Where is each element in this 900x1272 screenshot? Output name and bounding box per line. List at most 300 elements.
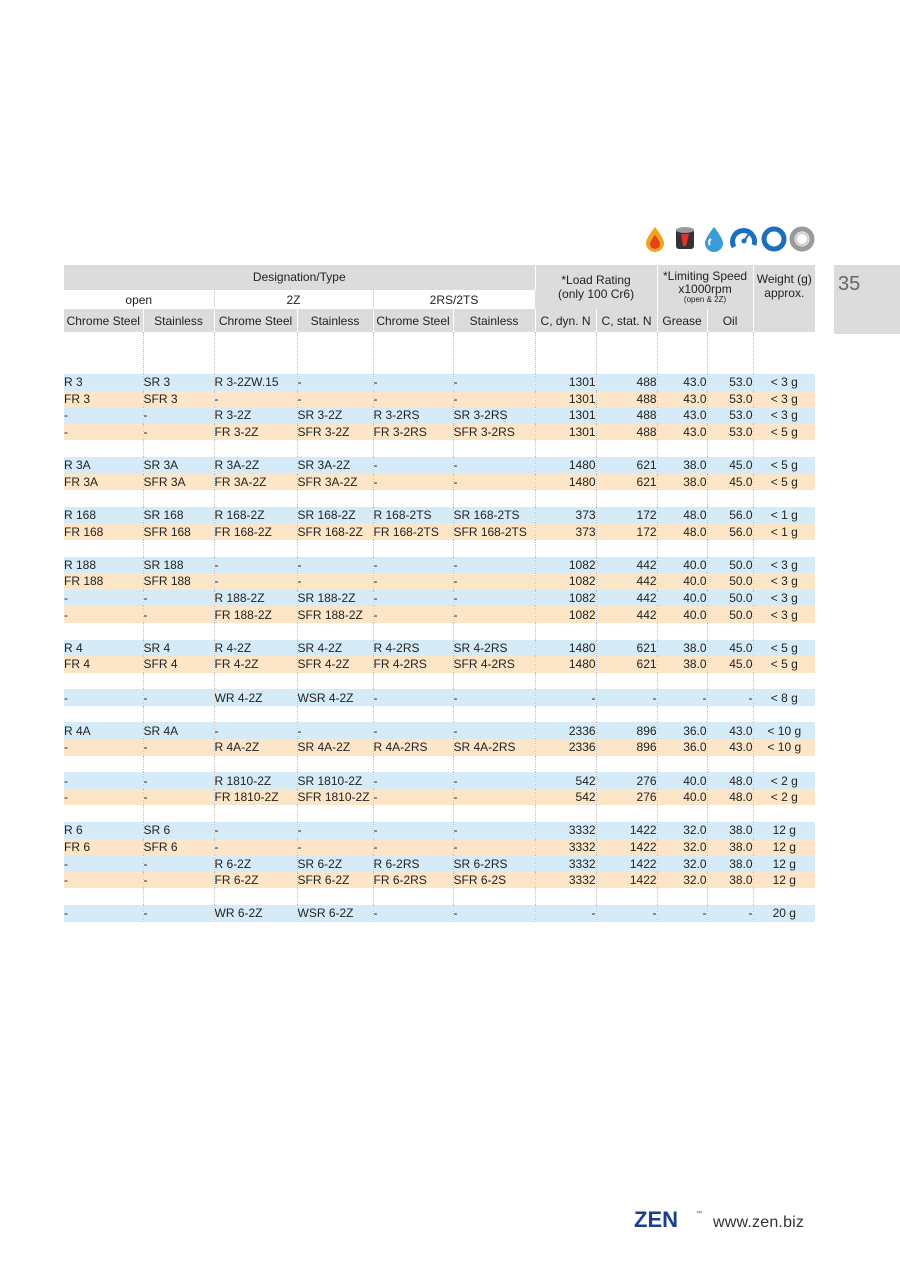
table-cell: - xyxy=(373,789,453,806)
table-cell: 43.0 xyxy=(657,407,707,424)
ring-grey-icon xyxy=(792,229,812,249)
table-cell: FR 188 xyxy=(64,573,143,590)
table-cell: - xyxy=(707,905,753,922)
table-cell: SR 4-2RS xyxy=(453,640,535,657)
table-cell: FR 4-2RS xyxy=(373,656,453,673)
table-cell: - xyxy=(64,855,143,872)
table-cell: FR 3-2Z xyxy=(214,424,297,441)
table-cell: 1480 xyxy=(535,457,596,474)
table-cell: < 5 g xyxy=(753,424,815,441)
table-cell: - xyxy=(373,590,453,607)
table-cell: 621 xyxy=(596,457,657,474)
table-cell: 896 xyxy=(596,722,657,739)
table-cell: 53.0 xyxy=(707,407,753,424)
limiting-speed-title: *Limiting Speed xyxy=(663,269,748,283)
table-cell: FR 3A-2Z xyxy=(214,474,297,491)
table-cell: - xyxy=(453,573,535,590)
table-cell: R 4-2RS xyxy=(373,640,453,657)
table-cell: 373 xyxy=(535,523,596,540)
property-icons xyxy=(643,225,818,253)
table-cell: 488 xyxy=(596,424,657,441)
table-row xyxy=(64,656,815,673)
table-cell: - xyxy=(64,789,143,806)
table-cell: 32.0 xyxy=(657,872,707,889)
table-cell: 2336 xyxy=(535,739,596,756)
row-spacer xyxy=(64,756,815,773)
load-rating-title: *Load Rating xyxy=(561,273,631,287)
table-cell: R 3 xyxy=(64,374,143,391)
table-cell: R 3-2ZW.15 xyxy=(214,374,297,391)
table-cell: SR 6 xyxy=(143,822,214,839)
table-cell: - xyxy=(214,557,297,574)
table-cell: 12 g xyxy=(753,872,815,889)
table-cell: 32.0 xyxy=(657,839,707,856)
table-row xyxy=(64,590,815,607)
table-cell: < 10 g xyxy=(753,739,815,756)
table-cell: 53.0 xyxy=(707,391,753,408)
table-cell: - xyxy=(143,905,214,922)
table-row xyxy=(64,557,815,574)
table-cell: 1422 xyxy=(596,872,657,889)
table-cell: < 3 g xyxy=(753,557,815,574)
table-cell: SR 3A-2Z xyxy=(297,457,373,474)
table-cell: < 1 g xyxy=(753,507,815,524)
table-cell: < 3 g xyxy=(753,407,815,424)
table-cell: FR 1810-2Z xyxy=(214,789,297,806)
table-cell: 53.0 xyxy=(707,374,753,391)
table-cell: - xyxy=(297,722,373,739)
table-cell: - xyxy=(453,474,535,491)
table-cell: - xyxy=(373,374,453,391)
table-cell: < 8 g xyxy=(753,689,815,706)
table-cell: 32.0 xyxy=(657,822,707,839)
row-spacer xyxy=(64,805,815,822)
table-cell: SR 168-2Z xyxy=(297,507,373,524)
table-cell: R 3-2RS xyxy=(373,407,453,424)
table-cell: < 2 g xyxy=(753,772,815,789)
table-cell: - xyxy=(373,474,453,491)
table-cell: SFR 188 xyxy=(143,573,214,590)
table-cell: R 3A-2Z xyxy=(214,457,297,474)
table-row xyxy=(64,457,815,474)
table-cell: 56.0 xyxy=(707,507,753,524)
table-cell: SFR 188-2Z xyxy=(297,606,373,623)
table-cell: SR 6-2Z xyxy=(297,855,373,872)
table-cell: 442 xyxy=(596,606,657,623)
table-cell: - xyxy=(64,606,143,623)
table-cell: 276 xyxy=(596,789,657,806)
table-cell: 32.0 xyxy=(657,855,707,872)
table-cell: SFR 3-2RS xyxy=(453,424,535,441)
weight-title: Weight (g) xyxy=(756,272,812,286)
table-cell: - xyxy=(373,573,453,590)
table-cell: < 5 g xyxy=(753,640,815,657)
table-cell: R 4-2Z xyxy=(214,640,297,657)
table-cell: 48.0 xyxy=(657,507,707,524)
table-cell: - xyxy=(143,872,214,889)
table-cell: - xyxy=(373,822,453,839)
table-row xyxy=(64,739,815,756)
table-cell: - xyxy=(214,722,297,739)
col-header: C, dyn. N xyxy=(535,309,596,332)
table-cell: 20 g xyxy=(753,905,815,922)
table-row xyxy=(64,474,815,491)
table-cell: SFR 3A-2Z xyxy=(297,474,373,491)
table-cell: - xyxy=(143,407,214,424)
table-cell: - xyxy=(373,839,453,856)
row-spacer xyxy=(64,673,815,690)
designation-header: Designation/Type xyxy=(64,265,535,290)
table-cell: 40.0 xyxy=(657,557,707,574)
table-cell: SR 4A-2RS xyxy=(453,739,535,756)
table-cell: - xyxy=(373,457,453,474)
table-cell: - xyxy=(373,772,453,789)
col-header: Grease xyxy=(657,309,707,332)
limiting-speed-header xyxy=(657,265,753,309)
table-cell: - xyxy=(453,606,535,623)
col-header: Stainless xyxy=(297,309,373,332)
table-cell: FR 4 xyxy=(64,656,143,673)
table-cell: 40.0 xyxy=(657,606,707,623)
table-cell: FR 6 xyxy=(64,839,143,856)
table-cell: 12 g xyxy=(753,822,815,839)
table-cell: 43.0 xyxy=(657,424,707,441)
table-cell: - xyxy=(373,606,453,623)
load-rating-header xyxy=(535,265,657,309)
table-cell: SR 3 xyxy=(143,374,214,391)
table-cell: R 6-2RS xyxy=(373,855,453,872)
table-cell: SFR 6-2Z xyxy=(297,872,373,889)
limiting-speed-unit: x1000rpm xyxy=(678,282,732,296)
weight-header xyxy=(753,265,815,332)
table-cell: - xyxy=(64,590,143,607)
table-cell: 488 xyxy=(596,391,657,408)
table-cell: 276 xyxy=(596,772,657,789)
table-cell: 36.0 xyxy=(657,739,707,756)
table-cell: FR 168-2TS xyxy=(373,523,453,540)
table-cell: < 3 g xyxy=(753,573,815,590)
table-cell: - xyxy=(596,689,657,706)
table-cell: SFR 6-2S xyxy=(453,872,535,889)
table-cell: 38.0 xyxy=(707,872,753,889)
table-row xyxy=(64,772,815,789)
table-cell: 1301 xyxy=(535,424,596,441)
ring-blue-icon xyxy=(764,229,784,249)
table-cell: - xyxy=(657,689,707,706)
table-cell: 38.0 xyxy=(707,839,753,856)
table-cell: FR 188-2Z xyxy=(214,606,297,623)
table-cell: - xyxy=(297,557,373,574)
table-cell: FR 168 xyxy=(64,523,143,540)
col-header: Stainless xyxy=(143,309,214,332)
table-cell: WR 4-2Z xyxy=(214,689,297,706)
2rs-header: 2RS/2TS xyxy=(373,290,535,310)
table-cell: WSR 6-2Z xyxy=(297,905,373,922)
row-spacer xyxy=(64,623,815,640)
table-cell: < 5 g xyxy=(753,656,815,673)
table-cell: - xyxy=(535,689,596,706)
table-cell: 38.0 xyxy=(707,822,753,839)
table-cell: 38.0 xyxy=(707,855,753,872)
page-number: 35 xyxy=(838,273,861,295)
table-cell: < 10 g xyxy=(753,722,815,739)
limiting-speed-note: (open & 2Z) xyxy=(683,295,727,304)
load-rating-subtitle: (only 100 Cr6) xyxy=(558,287,635,301)
table-row xyxy=(64,839,815,856)
table-row xyxy=(64,424,815,441)
table-cell: 12 g xyxy=(753,839,815,856)
table-cell: 40.0 xyxy=(657,590,707,607)
table-cell: WSR 4-2Z xyxy=(297,689,373,706)
table-cell: 2336 xyxy=(535,722,596,739)
table-cell: SFR 3 xyxy=(143,391,214,408)
table-cell: SR 4A-2Z xyxy=(297,739,373,756)
table-cell: - xyxy=(143,424,214,441)
table-cell: 1422 xyxy=(596,822,657,839)
table-cell: - xyxy=(373,557,453,574)
table-cell: - xyxy=(453,789,535,806)
table-cell: 48.0 xyxy=(657,523,707,540)
table-row xyxy=(64,573,815,590)
table-cell: 1082 xyxy=(535,573,596,590)
table-row xyxy=(64,523,815,540)
table-cell: SR 4 xyxy=(143,640,214,657)
table-cell: 3332 xyxy=(535,839,596,856)
table-cell: 48.0 xyxy=(707,772,753,789)
row-spacer xyxy=(64,540,815,557)
table-cell: 1422 xyxy=(596,839,657,856)
table-cell: - xyxy=(373,391,453,408)
table-cell: 1301 xyxy=(535,391,596,408)
table-cell: 53.0 xyxy=(707,424,753,441)
open-header: open xyxy=(64,290,214,310)
table-cell: - xyxy=(453,457,535,474)
table-cell: FR 3 xyxy=(64,391,143,408)
water-drop-icon xyxy=(705,227,723,252)
col-header: Stainless xyxy=(453,309,535,332)
table-cell: - xyxy=(143,689,214,706)
logo-trademark: ™ xyxy=(696,1211,702,1217)
table-cell: - xyxy=(453,905,535,922)
table-cell: 1082 xyxy=(535,557,596,574)
table-cell: < 5 g xyxy=(753,457,815,474)
table-cell: FR 4-2Z xyxy=(214,656,297,673)
table-row xyxy=(64,507,815,524)
table-cell: - xyxy=(453,557,535,574)
table-cell: - xyxy=(143,789,214,806)
table-cell: < 3 g xyxy=(753,590,815,607)
table-cell: 40.0 xyxy=(657,772,707,789)
grease-tin-icon xyxy=(676,227,694,249)
table-cell: SR 4A xyxy=(143,722,214,739)
table-cell: - xyxy=(64,689,143,706)
table-cell: - xyxy=(707,689,753,706)
table-cell: - xyxy=(297,391,373,408)
table-cell: 1480 xyxy=(535,474,596,491)
table-cell: FR 3A xyxy=(64,474,143,491)
table-cell: - xyxy=(297,573,373,590)
table-cell: 43.0 xyxy=(657,391,707,408)
table-cell: - xyxy=(453,689,535,706)
table-cell: - xyxy=(64,739,143,756)
table-cell: 621 xyxy=(596,474,657,491)
table-cell: 38.0 xyxy=(657,457,707,474)
table-cell: 40.0 xyxy=(657,573,707,590)
table-cell: 38.0 xyxy=(657,474,707,491)
table-cell: 45.0 xyxy=(707,656,753,673)
table-cell: 542 xyxy=(535,789,596,806)
table-cell: < 5 g xyxy=(753,474,815,491)
table-cell: - xyxy=(214,391,297,408)
table-cell: 542 xyxy=(535,772,596,789)
table-cell: 45.0 xyxy=(707,457,753,474)
table-cell: - xyxy=(453,391,535,408)
table-cell: SFR 1810-2Z xyxy=(297,789,373,806)
table-cell: - xyxy=(453,722,535,739)
table-cell: - xyxy=(64,407,143,424)
row-spacer xyxy=(64,440,815,457)
table-cell: 1082 xyxy=(535,590,596,607)
table-cell: FR 6-2RS xyxy=(373,872,453,889)
table-cell: - xyxy=(453,590,535,607)
table-cell: - xyxy=(453,822,535,839)
table-cell: SFR 6 xyxy=(143,839,214,856)
table-cell: 488 xyxy=(596,374,657,391)
table-cell: R 6 xyxy=(64,822,143,839)
table-cell: 50.0 xyxy=(707,573,753,590)
table-cell: - xyxy=(373,689,453,706)
table-cell: SR 168-2TS xyxy=(453,507,535,524)
table-cell: SFR 4-2Z xyxy=(297,656,373,673)
table-row xyxy=(64,391,815,408)
table-cell: SR 4-2Z xyxy=(297,640,373,657)
table-cell: - xyxy=(143,739,214,756)
table-cell: - xyxy=(143,772,214,789)
table-cell: 50.0 xyxy=(707,606,753,623)
table-cell: R 4A xyxy=(64,722,143,739)
table-cell: 896 xyxy=(596,739,657,756)
table-cell: SFR 4-2RS xyxy=(453,656,535,673)
table-cell: - xyxy=(143,606,214,623)
table-cell: SFR 168 xyxy=(143,523,214,540)
table-cell: SR 3-2Z xyxy=(297,407,373,424)
table-row xyxy=(64,689,815,706)
table-cell: - xyxy=(214,839,297,856)
table-cell: < 2 g xyxy=(753,789,815,806)
table-cell: - xyxy=(297,374,373,391)
table-cell: WR 6-2Z xyxy=(214,905,297,922)
col-header: Chrome Steel xyxy=(64,309,143,332)
table-cell: SR 188 xyxy=(143,557,214,574)
table-cell: - xyxy=(453,374,535,391)
table-cell: - xyxy=(297,822,373,839)
table-cell: 442 xyxy=(596,557,657,574)
table-row xyxy=(64,606,815,623)
table-cell: SFR 168-2TS xyxy=(453,523,535,540)
table-cell: SFR 4 xyxy=(143,656,214,673)
table-cell: - xyxy=(453,839,535,856)
table-cell: 45.0 xyxy=(707,640,753,657)
table-cell: R 3-2Z xyxy=(214,407,297,424)
table-cell: 1301 xyxy=(535,374,596,391)
table-row xyxy=(64,822,815,839)
table-cell: R 168-2TS xyxy=(373,507,453,524)
table-cell: - xyxy=(64,872,143,889)
table-cell: 442 xyxy=(596,590,657,607)
table-cell: 1480 xyxy=(535,656,596,673)
table-cell: - xyxy=(596,905,657,922)
table-cell: FR 168-2Z xyxy=(214,523,297,540)
website-url[interactable]: www.zen.biz xyxy=(713,1214,805,1231)
table-cell: 43.0 xyxy=(657,374,707,391)
table-cell: 3332 xyxy=(535,822,596,839)
table-cell: 43.0 xyxy=(707,739,753,756)
table-cell: 3332 xyxy=(535,855,596,872)
table-cell: 1301 xyxy=(535,407,596,424)
table-cell: 36.0 xyxy=(657,722,707,739)
table-cell: SR 1810-2Z xyxy=(297,772,373,789)
table-row xyxy=(64,374,815,391)
table-cell: R 168-2Z xyxy=(214,507,297,524)
table-cell: 50.0 xyxy=(707,590,753,607)
table-cell: - xyxy=(297,839,373,856)
table-cell: 48.0 xyxy=(707,789,753,806)
table-cell: SR 168 xyxy=(143,507,214,524)
table-cell: 50.0 xyxy=(707,557,753,574)
table-cell: 43.0 xyxy=(707,722,753,739)
row-spacer xyxy=(64,888,815,905)
speed-gauge-icon xyxy=(733,231,755,247)
table-row xyxy=(64,722,815,739)
table-header xyxy=(64,265,815,374)
bearing-spec-table xyxy=(64,265,815,922)
row-spacer xyxy=(64,490,815,507)
table-cell: R 188 xyxy=(64,557,143,574)
table-row xyxy=(64,789,815,806)
table-cell: - xyxy=(143,855,214,872)
table-cell: SR 6-2RS xyxy=(453,855,535,872)
col-header: Oil xyxy=(707,309,753,332)
table-cell: R 3A xyxy=(64,457,143,474)
table-cell: 373 xyxy=(535,507,596,524)
table-cell: 3332 xyxy=(535,872,596,889)
table-row xyxy=(64,407,815,424)
table-cell: 12 g xyxy=(753,855,815,872)
table-cell: 172 xyxy=(596,523,657,540)
table-cell: SFR 168-2Z xyxy=(297,523,373,540)
table-cell: - xyxy=(64,424,143,441)
table-cell: R 188-2Z xyxy=(214,590,297,607)
zen-logo xyxy=(634,1208,706,1235)
table-cell: R 4A-2RS xyxy=(373,739,453,756)
table-cell: - xyxy=(657,905,707,922)
table-cell: 1422 xyxy=(596,855,657,872)
table-cell: - xyxy=(64,772,143,789)
table-cell: 56.0 xyxy=(707,523,753,540)
table-cell: R 168 xyxy=(64,507,143,524)
table-cell: < 3 g xyxy=(753,391,815,408)
2z-header: 2Z xyxy=(214,290,373,310)
table-row xyxy=(64,872,815,889)
table-cell: 1480 xyxy=(535,640,596,657)
table-cell: 621 xyxy=(596,640,657,657)
table-cell: 45.0 xyxy=(707,474,753,491)
logo-text: ZEN xyxy=(634,1208,678,1230)
table-cell: - xyxy=(373,722,453,739)
table-cell: FR 3-2RS xyxy=(373,424,453,441)
oil-drop-icon xyxy=(646,227,664,252)
table-cell: - xyxy=(214,822,297,839)
